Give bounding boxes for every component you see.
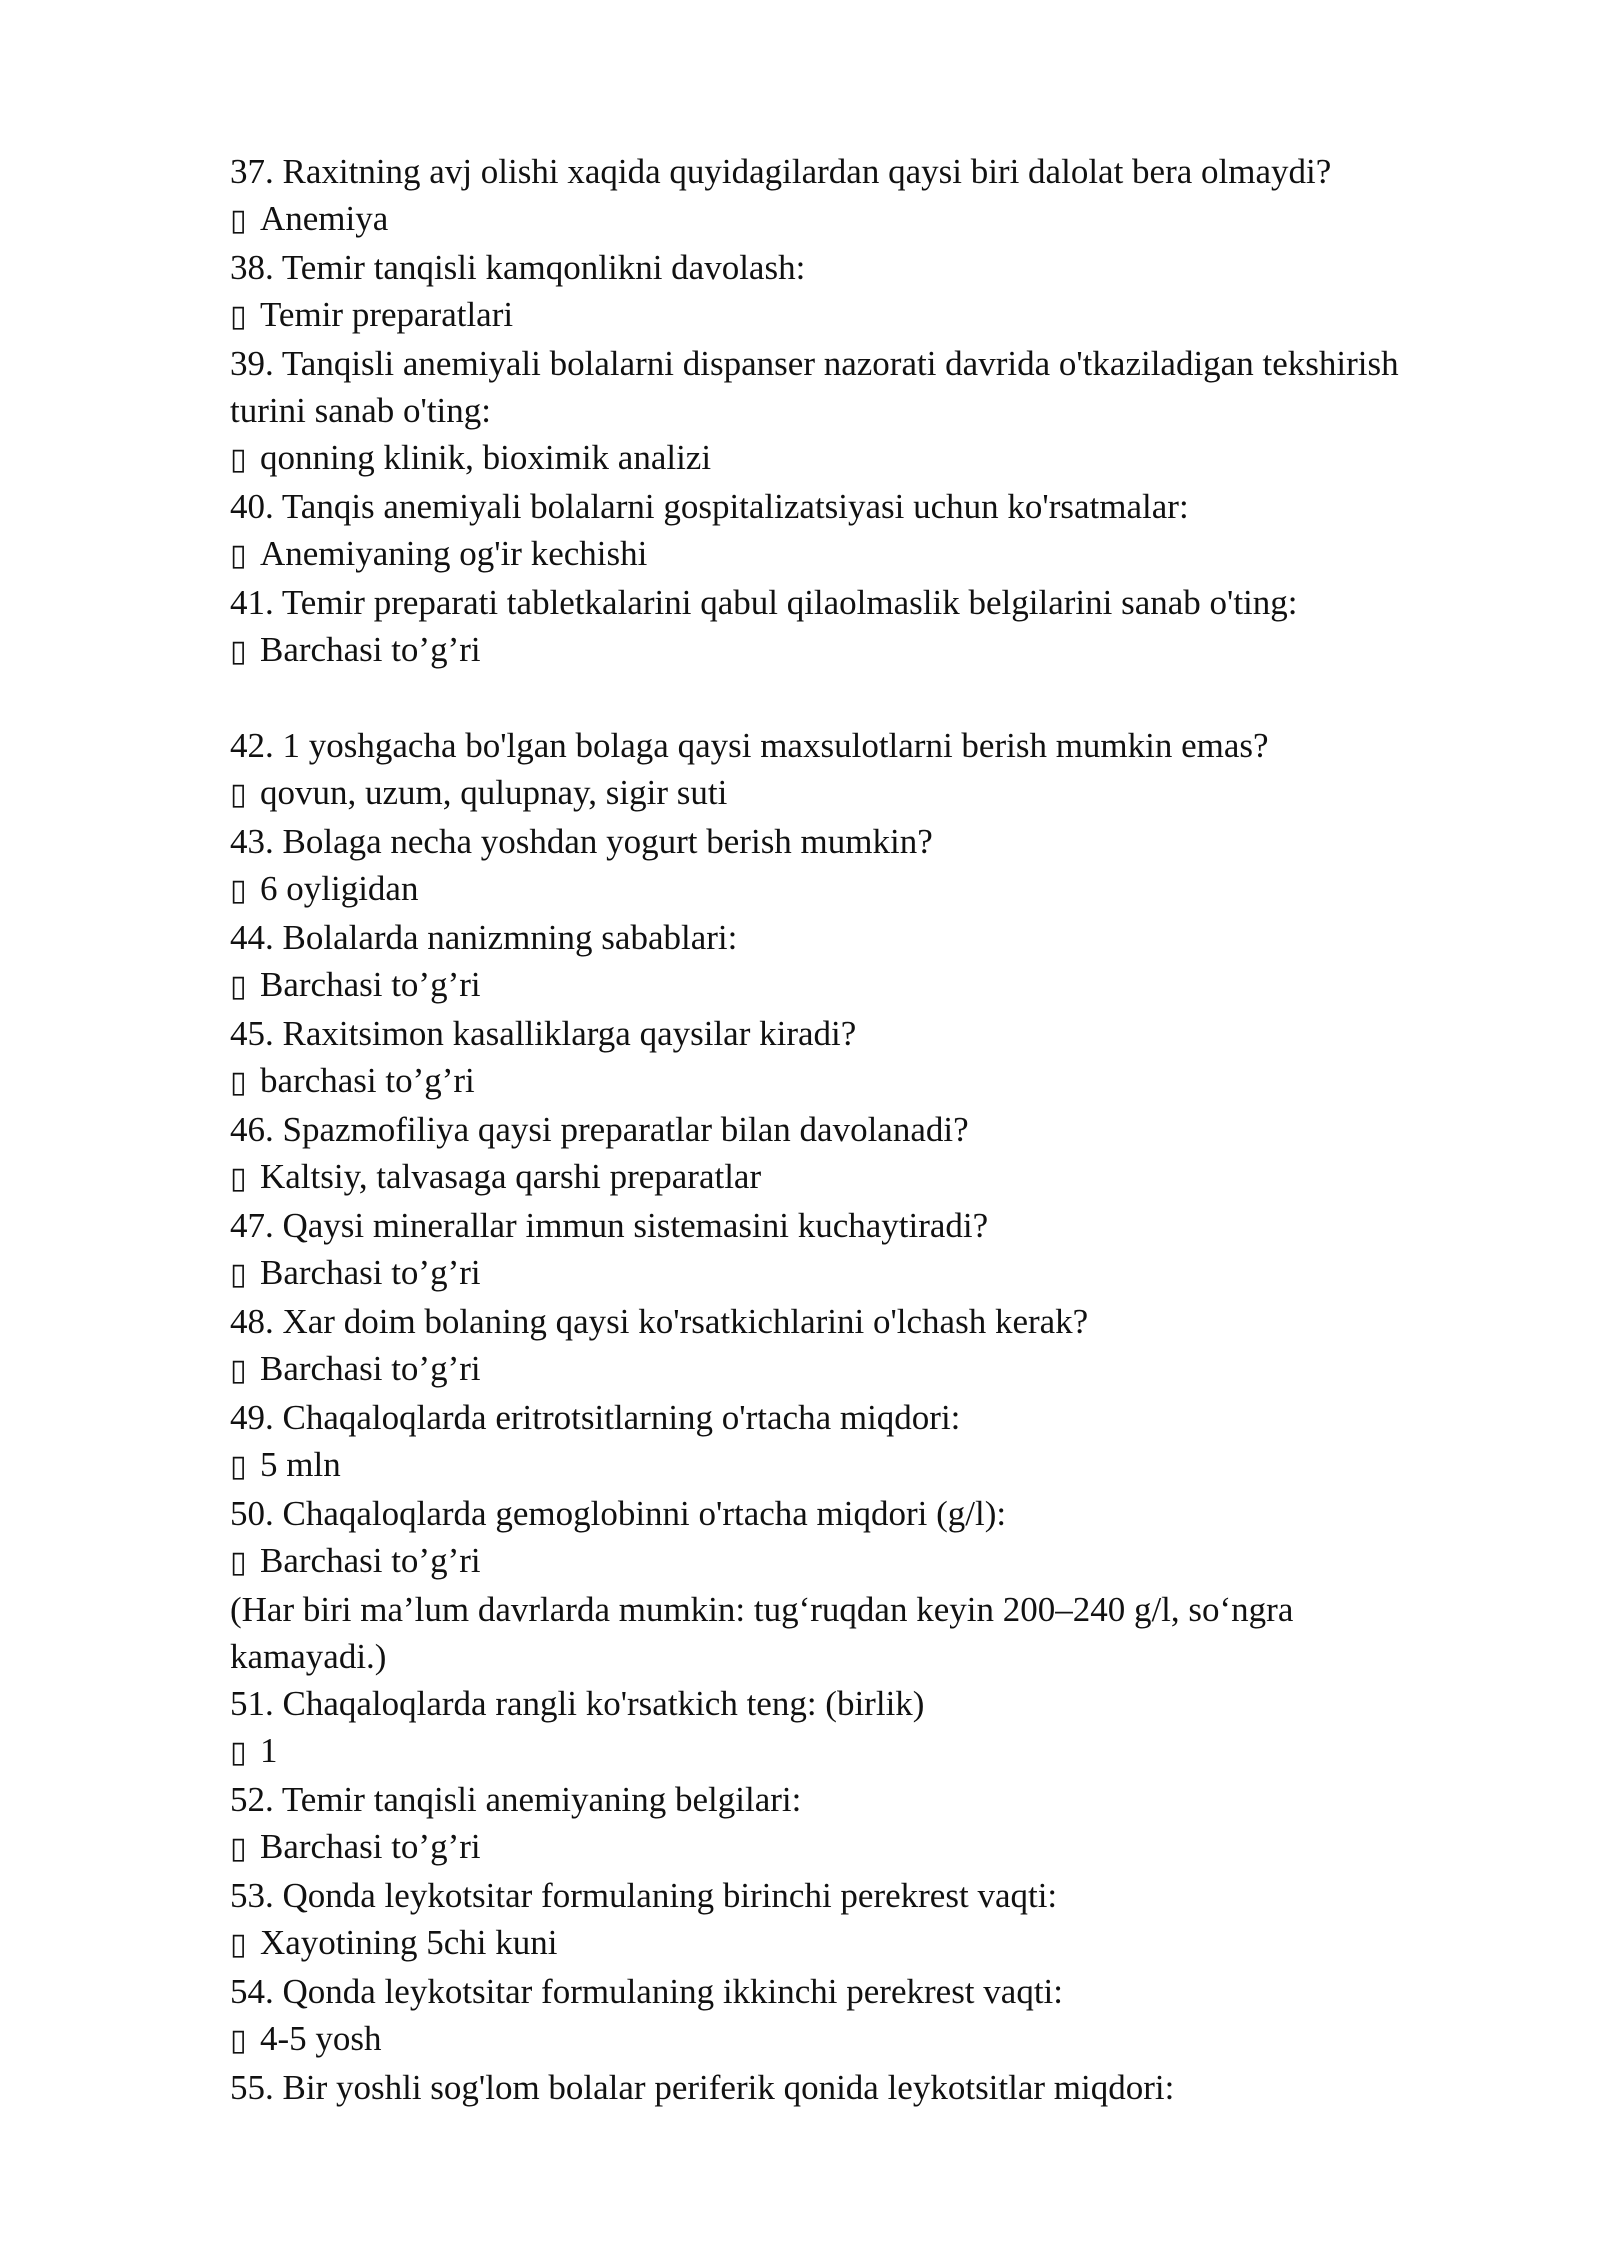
answer-text: Kaltsiy, talvasaga qarshi preparatlar: [260, 1157, 762, 1196]
answer-46: [230, 1153, 1440, 1202]
missing-glyph-icon: ▯: [230, 873, 247, 908]
answer-49: [230, 1441, 1440, 1490]
missing-glyph-icon: ▯: [230, 1545, 247, 1580]
question-41: 41. Temir preparati tabletkalarini qabul qilaolmaslik belgilarini sanab o'ting:: [230, 583, 1298, 622]
question-51: 51. Chaqaloqlarda rangli ko'rsatkich teng: (birlik): [230, 1684, 925, 1723]
missing-glyph-icon: ▯: [230, 1161, 247, 1196]
missing-glyph-icon: ▯: [230, 1927, 247, 1962]
question-49: 49. Chaqaloqlarda eritrotsitlarning o'rtacha miqdori:: [230, 1398, 961, 1437]
answer-text: qovun, uzum, qulupnay, sigir suti: [260, 773, 728, 812]
answer-text: Barchasi to’g’ri: [260, 1541, 481, 1580]
question-53: 53. Qonda leykotsitar formulaning birinchi perekrest vaqti:: [230, 1876, 1058, 1915]
question-43: 43. Bolaga necha yoshdan yogurt berish mumkin?: [230, 822, 933, 861]
answer-45: [230, 1057, 1440, 1106]
answer-text: 6 oyligidan: [260, 869, 419, 908]
answer-text: Barchasi to’g’ri: [260, 1253, 481, 1292]
missing-glyph-icon: ▯: [230, 538, 247, 573]
missing-glyph-icon: ▯: [230, 203, 247, 238]
answer-text: Barchasi to’g’ri: [260, 630, 481, 669]
answer-41: [230, 626, 1440, 675]
answer-37: [230, 195, 1440, 244]
answer-44: [230, 961, 1440, 1010]
question-52: 52. Temir tanqisli anemiyaning belgilari:: [230, 1780, 802, 1819]
question-44: 44. Bolalarda nanizmning sabablari:: [230, 918, 738, 957]
answer-54: [230, 2015, 1440, 2064]
answer-text: Barchasi to’g’ri: [260, 1827, 481, 1866]
answer-50: [230, 1537, 1440, 1586]
answer-52: [230, 1823, 1440, 1872]
question-37: 37. Raxitning avj olishi xaqida quyidagilardan qaysi biri dalolat bera olmaydi?: [230, 152, 1332, 191]
question-50: 50. Chaqaloqlarda gemoglobinni o'rtacha miqdori (g/l):: [230, 1494, 1007, 1533]
answer-text: Barchasi to’g’ri: [260, 1349, 481, 1388]
document-page: [230, 148, 1440, 2111]
answer-text: 1: [260, 1731, 278, 1770]
missing-glyph-icon: ▯: [230, 1449, 247, 1484]
answer-53: [230, 1919, 1440, 1968]
question-42: 42. 1 yoshgacha bo'lgan bolaga qaysi maxsulotlarni berish mumkin emas?: [230, 726, 1269, 765]
missing-glyph-icon: ▯: [230, 1735, 247, 1770]
question-48: 48. Xar doim bolaning qaysi ko'rsatkichlarini o'lchash kerak?: [230, 1302, 1089, 1341]
question-45: 45. Raxitsimon kasalliklarga qaysilar kiradi?: [230, 1014, 857, 1053]
answer-text: 4-5 yosh: [260, 2019, 382, 2058]
answer-text: barchasi to’g’ri: [260, 1061, 475, 1100]
question-38: 38. Temir tanqisli kamqonlikni davolash:: [230, 248, 806, 287]
question-46: 46. Spazmofiliya qaysi preparatlar bilan davolanadi?: [230, 1110, 969, 1149]
answer-text: Anemiyaning og'ir kechishi: [260, 534, 648, 573]
question-39: 39. Tanqisli anemiyali bolalarni dispanser nazorati davrida o'tkaziladigan tekshirish turini sanab o'ting:: [230, 344, 1399, 430]
missing-glyph-icon: ▯: [230, 1353, 247, 1388]
missing-glyph-icon: ▯: [230, 1065, 247, 1100]
answer-text: Temir preparatlari: [260, 295, 514, 334]
missing-glyph-icon: ▯: [230, 969, 247, 1004]
question-54: 54. Qonda leykotsitar formulaning ikkinchi perekrest vaqti:: [230, 1972, 1063, 2011]
missing-glyph-icon: ▯: [230, 2023, 247, 2058]
missing-glyph-icon: ▯: [230, 442, 247, 477]
answer-38: [230, 291, 1440, 340]
answer-51: [230, 1727, 1440, 1776]
answer-39: [230, 434, 1440, 483]
answer-40: [230, 530, 1440, 579]
answer-42: [230, 769, 1440, 818]
answer-text: Anemiya: [260, 199, 389, 238]
answer-text: Barchasi to’g’ri: [260, 965, 481, 1004]
missing-glyph-icon: ▯: [230, 1831, 247, 1866]
question-55: 55. Bir yoshli sog'lom bolalar periferik qonida leykotsitlar miqdori:: [230, 2068, 1175, 2107]
answer-43: [230, 865, 1440, 914]
answer-text: Xayotining 5chi kuni: [260, 1923, 558, 1962]
missing-glyph-icon: ▯: [230, 299, 247, 334]
answer-text: 5 mln: [260, 1445, 341, 1484]
answer-48: [230, 1345, 1440, 1394]
answer-47: [230, 1249, 1440, 1298]
missing-glyph-icon: ▯: [230, 634, 247, 669]
missing-glyph-icon: ▯: [230, 777, 247, 812]
blank-line: [230, 675, 1440, 722]
note-50: (Har biri ma’lum davrlarda mumkin: tug‘ruqdan keyin 200–240 g/l, so‘ngra kamayadi.): [230, 1590, 1294, 1676]
question-40: 40. Tanqis anemiyali bolalarni gospitalizatsiyasi uchun ko'rsatmalar:: [230, 487, 1189, 526]
missing-glyph-icon: ▯: [230, 1257, 247, 1292]
answer-text: qonning klinik, bioximik analizi: [260, 438, 712, 477]
question-47: 47. Qaysi minerallar immun sistemasini kuchaytiradi?: [230, 1206, 989, 1245]
